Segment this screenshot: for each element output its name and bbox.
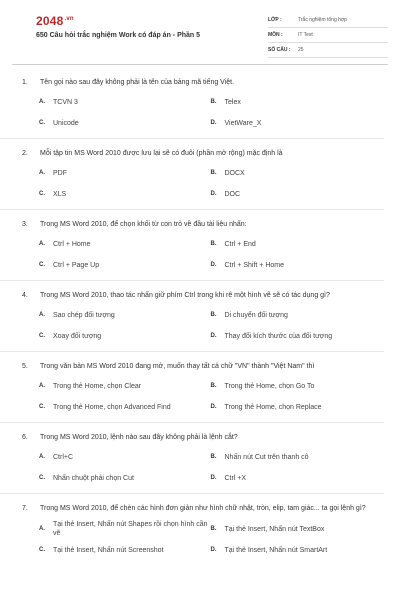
- option-letter: B.: [210, 99, 217, 105]
- question-divider: [0, 280, 384, 281]
- option-text: TCVN 3: [53, 99, 78, 106]
- option-letter: C.: [39, 262, 45, 268]
- meta-value: 25: [298, 47, 304, 53]
- option-letter: A.: [39, 383, 45, 389]
- question-number: 4.: [22, 292, 28, 299]
- question-text: Trong MS Word 2010, thao tác nhấn giữ phím Ctrl trong khi rê một hình vẽ sẽ có tác dụng gì?: [40, 292, 330, 299]
- answer-options: [22, 520, 382, 559]
- question-divider: [0, 351, 384, 352]
- option-letter: D.: [210, 547, 217, 553]
- question-divider: [0, 209, 384, 210]
- answer-options: [22, 94, 382, 132]
- question-text: Trong văn bản MS Word 2010 đang mở, muốn thay tất cả chữ "VN" thành "Việt Nam" thì: [40, 363, 315, 370]
- question-text: Mỗi tập tin MS Word 2010 được lưu lại sẽ có đuôi (phần mở rộng) mặc định là: [40, 150, 283, 157]
- option-letter: A.: [39, 99, 45, 105]
- option-text: Ctrl + Home: [53, 241, 91, 248]
- option-text: VietWare_X: [224, 120, 262, 127]
- option-text: Tại thẻ Insert, Nhấn nút SmartArt: [224, 547, 328, 554]
- option-letter: D.: [210, 333, 217, 339]
- meta-row-subject: [268, 28, 388, 43]
- meta-label: MÔN :: [268, 32, 283, 38]
- answer-option[interactable]: [211, 328, 383, 345]
- question-divider: [0, 138, 384, 139]
- option-letter: A.: [39, 170, 45, 176]
- option-text: Ctrl + Page Up: [53, 262, 100, 269]
- question-item: [22, 149, 382, 210]
- question-text: Trong MS Word 2010, để chọn khối từ con trỏ về đầu tài liệu nhấn:: [40, 221, 247, 228]
- option-text: Trong thẻ Home, chọn Clear: [53, 383, 142, 390]
- question-text: Trong MS Word 2010, lệnh nào sau đây không phải là lệnh cắt?: [40, 434, 238, 441]
- option-text: Tại thẻ Insert, Nhấn nút Shapes rồi chọn hình cần vẽ: [53, 521, 208, 537]
- question-stem: [22, 220, 382, 230]
- option-letter: D.: [210, 475, 217, 481]
- meta-label: SỐ CÂU :: [268, 47, 291, 53]
- meta-label: LỚP :: [268, 17, 282, 23]
- question-item: [22, 220, 382, 281]
- question-list: [22, 78, 382, 563]
- option-text: Trong thẻ Home, chọn Replace: [224, 404, 322, 411]
- question-item: [22, 291, 382, 352]
- option-text: Xoay đối tượng: [53, 333, 102, 340]
- answer-option[interactable]: [39, 236, 211, 253]
- option-letter: C.: [39, 120, 45, 126]
- option-letter: D.: [210, 191, 217, 197]
- option-letter: C.: [39, 547, 45, 553]
- option-text: Telex: [224, 99, 241, 106]
- answer-option[interactable]: [211, 520, 383, 538]
- option-text: Nhấn nút Cut trên thanh cô: [224, 454, 309, 461]
- logo-suffix: .vn: [64, 16, 74, 22]
- answer-option[interactable]: [211, 449, 383, 466]
- option-text: XLS: [53, 191, 67, 198]
- answer-option[interactable]: [211, 236, 383, 253]
- option-letter: B.: [210, 454, 217, 460]
- question-number: 2.: [22, 150, 28, 157]
- meta-value: IT Test: [298, 32, 313, 38]
- answer-option[interactable]: [211, 257, 383, 274]
- answer-option[interactable]: [39, 165, 211, 182]
- answer-option[interactable]: [39, 307, 211, 324]
- option-text: Ctrl + Shift + Home: [224, 262, 285, 269]
- option-letter: B.: [210, 525, 217, 532]
- question-stem: [22, 504, 382, 514]
- option-text: Ctrl + End: [224, 241, 256, 248]
- option-text: DOC: [224, 191, 241, 198]
- answer-option[interactable]: [39, 115, 211, 132]
- option-text: Trong thẻ Home, chọn Advanced Find: [53, 404, 171, 411]
- document-title: 650 Câu hỏi trắc nghiệm Work có đáp án - Phần 5: [36, 32, 201, 39]
- answer-options: [22, 378, 382, 416]
- option-text: Di chuyển đối tượng: [224, 312, 288, 319]
- question-item: [22, 504, 382, 559]
- answer-option[interactable]: [39, 378, 211, 395]
- question-divider: [0, 493, 384, 494]
- answer-option[interactable]: [211, 470, 383, 487]
- answer-option[interactable]: [211, 186, 383, 203]
- option-letter: B.: [210, 312, 217, 318]
- option-letter: C.: [39, 191, 45, 197]
- answer-option[interactable]: [211, 542, 383, 559]
- answer-option[interactable]: [39, 94, 211, 111]
- question-stem: [22, 433, 382, 443]
- option-text: Ctrl +X: [224, 475, 247, 482]
- question-divider: [0, 422, 384, 423]
- answer-options: [22, 307, 382, 345]
- option-text: Ctrl+C: [53, 454, 74, 461]
- question-number: 1.: [22, 79, 28, 86]
- option-text: Unicode: [53, 120, 79, 127]
- question-number: 6.: [22, 434, 28, 441]
- option-text: Thay đổi kích thước của đối tượng: [224, 333, 333, 340]
- question-stem: [22, 149, 382, 159]
- logo-text: 2048: [36, 14, 64, 28]
- option-letter: A.: [39, 525, 45, 532]
- answer-option[interactable]: [211, 307, 383, 324]
- answer-option[interactable]: [39, 470, 211, 487]
- option-text: PDF: [53, 170, 67, 177]
- question-item: [22, 362, 382, 423]
- answer-option[interactable]: [211, 94, 383, 111]
- option-letter: B.: [210, 170, 217, 176]
- answer-option[interactable]: [39, 186, 211, 203]
- option-letter: B.: [210, 241, 217, 247]
- answer-options: [22, 449, 382, 487]
- option-letter: A.: [39, 454, 45, 460]
- site-logo[interactable]: [36, 14, 74, 28]
- question-item: [22, 433, 382, 494]
- option-letter: C.: [39, 333, 45, 339]
- answer-option[interactable]: [39, 449, 211, 466]
- meta-table: [268, 13, 388, 58]
- worksheet-header: [14, 0, 386, 62]
- answer-option[interactable]: [39, 257, 211, 274]
- option-text: Nhấn chuột phải chọn Cut: [53, 475, 134, 482]
- option-letter: A.: [39, 312, 45, 318]
- option-letter: C.: [39, 475, 45, 481]
- option-letter: D.: [210, 262, 217, 268]
- option-letter: A.: [39, 241, 45, 247]
- answer-option[interactable]: [39, 542, 211, 559]
- option-text: Tại thẻ Insert, Nhấn nút TextBox: [224, 525, 325, 533]
- question-number: 5.: [22, 363, 28, 370]
- meta-row-class: [268, 13, 388, 28]
- question-stem: [22, 362, 382, 372]
- option-text: Trong thẻ Home, chọn Go To: [224, 383, 315, 390]
- question-number: 3.: [22, 221, 28, 228]
- option-letter: C.: [39, 404, 45, 410]
- question-number: 7.: [22, 505, 28, 512]
- answer-option[interactable]: [211, 378, 383, 395]
- answer-option[interactable]: [211, 165, 383, 182]
- option-letter: B.: [210, 383, 217, 389]
- answer-option[interactable]: [39, 328, 211, 345]
- question-item: [22, 78, 382, 139]
- question-stem: [22, 78, 382, 88]
- answer-options: [22, 165, 382, 203]
- answer-option[interactable]: [211, 399, 383, 416]
- option-text: Sao chép đối tượng: [53, 312, 115, 319]
- option-text: DOCX: [224, 170, 245, 177]
- meta-row-count: [268, 43, 388, 58]
- answer-options: [22, 236, 382, 274]
- answer-option[interactable]: [211, 115, 383, 132]
- option-letter: D.: [210, 404, 217, 410]
- meta-value: Trắc nghiệm tổng hợp: [298, 17, 347, 23]
- option-text: Tại thẻ Insert, Nhấn nút Screenshot: [53, 547, 164, 554]
- option-letter: D.: [210, 120, 217, 126]
- answer-option[interactable]: [39, 520, 211, 538]
- question-text: Tên gọi nào sau đây không phải là tên của bảng mã tiếng Việt.: [40, 79, 235, 86]
- header-divider: [12, 64, 388, 65]
- answer-option[interactable]: [39, 399, 211, 416]
- question-stem: [22, 291, 382, 301]
- question-text: Trong MS Word 2010, để chèn các hình đơn giản như hình chữ nhật, tròn, elip, tam giác... ta gọi lệnh gì?: [40, 505, 366, 512]
